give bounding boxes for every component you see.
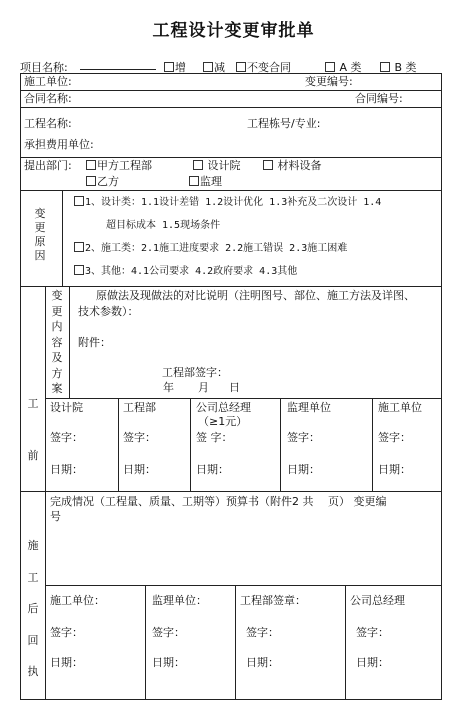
reason-design-cont: 超目标成本 1.5现场条件 [106, 220, 221, 231]
checkbox-icon[interactable] [74, 265, 84, 275]
reason-label: 变更原因 [34, 207, 46, 262]
completion-text-2: 号 [50, 510, 61, 523]
change-description-1: 原做法及现做法的对比说明（注明图号、部位、施工方法及详图、 [96, 289, 415, 302]
post-date-engineering: 日期： [246, 656, 279, 669]
reason-design[interactable]: 1、设计类：1.1设计差错 1.2设计优化 1.3补充及二次设计 1.4 [74, 196, 381, 210]
cost-bearer-label: 承担费用单位: [24, 138, 94, 151]
dept-label: 提出部门: [24, 159, 72, 172]
opt-class-a[interactable]: A 类 [325, 59, 362, 75]
checkbox-icon[interactable] [74, 196, 84, 206]
change-content-label: 变更内容及方案 [51, 289, 63, 395]
checkbox-icon[interactable] [325, 62, 335, 72]
building-label: 工程栋号/专业: [247, 117, 321, 130]
col-supervision: 监理单位 [287, 401, 331, 414]
opt-material[interactable]: 材料设备 [263, 159, 322, 173]
post-sign-engineering: 签字： [246, 626, 279, 639]
post-section-label: 施工后回执 [27, 539, 39, 678]
post-sign-supervision: 签字： [152, 626, 185, 639]
date-day: 日 [229, 381, 240, 394]
post-sign-gm: 签字： [356, 626, 389, 639]
contractor-label: 施工单位: [24, 75, 72, 88]
post-sign-contractor: 签字： [50, 626, 83, 639]
project-name-label: 项目名称: [20, 61, 68, 74]
checkbox-icon[interactable] [236, 62, 246, 72]
date-design: 日期： [50, 463, 83, 476]
opt-class-b[interactable]: B 类 [380, 59, 417, 75]
checkbox-icon[interactable] [86, 160, 96, 170]
pre-section-label: 工前 [27, 397, 39, 462]
checkbox-icon[interactable] [263, 160, 273, 170]
date-year: 年 [163, 381, 174, 394]
opt-design-institute[interactable]: 设计院 [193, 159, 241, 173]
sign-gm: 签 字： [196, 431, 233, 444]
completion-text-1: 完成情况（工程量、质量、工期等）预算书（附件2 共 页） 变更编 [50, 495, 387, 508]
date-supervision: 日期： [287, 463, 320, 476]
contract-name-label: 合同名称: [24, 92, 72, 105]
post-date-supervision: 日期： [152, 656, 185, 669]
checkbox-icon[interactable] [193, 160, 203, 170]
sign-engineering: 签字： [123, 431, 156, 444]
date-month: 月 [198, 381, 209, 394]
opt-reduce[interactable]: 减 [203, 59, 225, 75]
change-description-2: 技术参数）： [78, 305, 139, 318]
eng-dept-sign-label: 工程部签字： [162, 366, 228, 379]
post-col-engineering-seal: 工程部签章： [240, 594, 306, 607]
col-general-manager: 公司总经理 [196, 401, 251, 414]
post-date-contractor: 日期： [50, 656, 83, 669]
checkbox-icon[interactable] [380, 62, 390, 72]
date-gm: 日期： [196, 463, 229, 476]
opt-party-b[interactable]: 乙方 [86, 175, 119, 189]
col-engineering: 工程部 [123, 401, 156, 414]
post-col-supervision: 监理单位： [152, 594, 207, 607]
project-name-underline [80, 59, 156, 73]
sign-design: 签字： [50, 431, 83, 444]
attachment-label: 附件： [78, 336, 111, 349]
col-design-institute: 设计院 [50, 401, 83, 414]
sign-contractor: 签字： [378, 431, 411, 444]
reason-construction[interactable]: 2、施工类：2.1施工进度要求 2.2施工错误 2.3施工困难 [74, 242, 347, 256]
checkbox-icon[interactable] [164, 62, 174, 72]
project-name-label-2: 工程名称: [24, 117, 72, 130]
checkbox-icon[interactable] [203, 62, 213, 72]
checkbox-icon[interactable] [189, 176, 199, 186]
reason-other[interactable]: 3、其他：4.1公司要求 4.2政府要求 4.3其他 [74, 265, 297, 279]
form-title: 工程设计变更审批单 [152, 21, 315, 41]
date-engineering: 日期： [123, 463, 156, 476]
checkbox-icon[interactable] [86, 176, 96, 186]
post-col-gm: 公司总经理 [350, 594, 405, 607]
post-date-gm: 日期： [356, 656, 389, 669]
contract-no-label: 合同编号: [355, 92, 403, 105]
opt-add[interactable]: 增 [164, 59, 186, 75]
col-contractor: 施工单位 [378, 401, 422, 414]
post-col-contractor: 施工单位： [50, 594, 105, 607]
gm-threshold-note: （≥1元） [198, 415, 248, 428]
sign-supervision: 签字： [287, 431, 320, 444]
opt-supervision[interactable]: 监理 [189, 175, 222, 189]
change-no-label: 变更编号: [305, 75, 353, 88]
checkbox-icon[interactable] [74, 242, 84, 252]
opt-engineering[interactable]: 甲方工程部 [86, 159, 152, 173]
date-contractor: 日期： [378, 463, 411, 476]
opt-nochange[interactable]: 不变合同 [236, 59, 291, 75]
